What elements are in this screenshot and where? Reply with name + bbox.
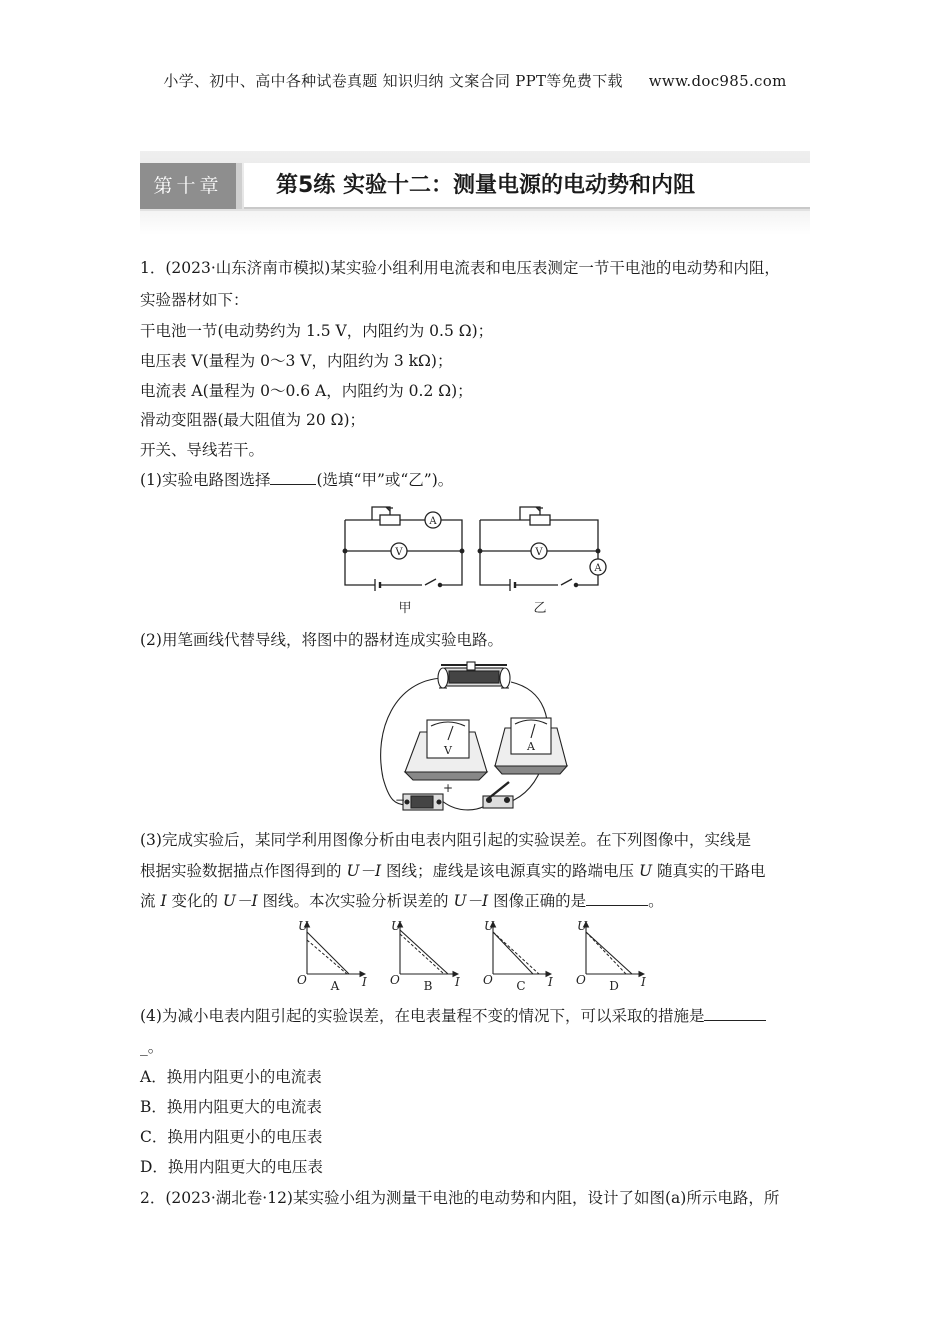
graph-option-label: A [330, 979, 340, 993]
switch-icon [483, 782, 513, 808]
solid-line [586, 932, 632, 974]
choice-a[interactable]: A．换用内阻更小的电流表 [140, 1068, 322, 1086]
watermark-text: 小学、初中、高中各种试卷真题 知识归纳 文案合同 PPT等免费下载 [163, 72, 623, 90]
q1-part1: (1)实验电路图选择 (选填“甲”或“乙”)。 [140, 471, 454, 489]
q1-material-4: 滑动变阻器(最大阻值为 20 Ω)； [140, 411, 366, 429]
y-axis-label: U [484, 919, 495, 933]
dashed-line [400, 934, 444, 974]
battery-minus-sign: − [395, 793, 406, 807]
watermark-url[interactable]: www.doc985.com [648, 72, 787, 90]
x-axis-label: I [455, 975, 460, 989]
x-axis-label: I [362, 975, 367, 989]
chapter-banner [140, 151, 810, 213]
ammeter-face-label: A [527, 740, 535, 753]
y-axis-label: U [391, 919, 402, 933]
origin-label: O [576, 973, 586, 987]
graph-option-label: B [423, 979, 433, 993]
y-axis-label: U [298, 919, 309, 933]
voltmeter-label-yi: V [535, 547, 543, 558]
q1-part4-line2: _。 [140, 1038, 164, 1056]
q1-material-5: 开关、导线若干。 [140, 441, 265, 459]
y-axis-label: U [577, 919, 588, 933]
voltmeter-face-label: V [444, 744, 452, 757]
choice-b[interactable]: B．换用内阻更大的电流表 [140, 1098, 322, 1116]
voltmeter-label-jia: V [395, 547, 403, 558]
solid-line [493, 932, 533, 974]
answer-blank-4[interactable] [704, 1006, 766, 1021]
origin-label: O [390, 973, 400, 987]
watermark [0, 70, 950, 91]
dashed-line [307, 940, 347, 974]
circuit-label-jia: 甲 [398, 601, 412, 616]
circuit-diagrams [330, 500, 620, 620]
rheostat-icon [438, 662, 510, 688]
q1-material-2: 电压表 V(量程为 0～3 V，内阻约为 3 kΩ)； [140, 352, 453, 370]
x-axis-label: I [641, 975, 646, 989]
solid-line [307, 932, 349, 974]
graph-c [483, 919, 553, 993]
q1-stem-line2: 实验器材如下： [140, 291, 249, 309]
q2-stem-line1: 2．(2023·湖北卷·12)某实验小组为测量干电池的电动势和内阻，设计了如图(a)所示电路，所 [140, 1189, 780, 1207]
graph-d [576, 919, 646, 993]
origin-label: O [297, 973, 307, 987]
circuit-label-yi: 乙 [533, 601, 547, 616]
q1-part4-line1: (4)为减小电表内阻引起的实验误差，在电表量程不变的情况下，可以采取的措施是 [140, 1006, 766, 1026]
dashed-line [493, 932, 539, 974]
battery-plus-sign: + [443, 781, 454, 795]
graph-a [297, 919, 367, 993]
answer-blank-3[interactable] [586, 891, 648, 906]
ui-graphs [295, 918, 665, 994]
equipment-drawing [375, 660, 575, 820]
page-title: 第5练 实验十二：测量电源的电动势和内阻 [244, 163, 810, 209]
q1-stem-line1: 1．(2023·山东济南市模拟)某实验小组利用电流表和电压表测定一节干电池的电动势和内阻， [140, 259, 780, 277]
q1-material-1: 干电池一节(电动势约为 1.5 V，内阻约为 0.5 Ω)； [140, 322, 494, 340]
choice-c[interactable]: C．换用内阻更小的电压表 [140, 1128, 323, 1146]
graph-b [390, 919, 460, 993]
origin-label: O [483, 973, 493, 987]
q1-part3-line2: 根据实验数据描点作图得到的 U－I 图线；虚线是该电源真实的路端电压 U 随真实的干路电 [140, 862, 766, 880]
ammeter-label-jia: A [429, 516, 437, 527]
graph-option-label: D [609, 979, 619, 993]
circuit-jia [343, 507, 464, 591]
solid-line [400, 930, 448, 974]
q1-part2: (2)用笔画线代替导线，将图中的器材连成实验电路。 [140, 631, 503, 649]
graph-option-label: C [516, 979, 526, 993]
dashed-line [586, 932, 626, 974]
q1-part3-line3: 流 I 变化的 U－I 图线。本次实验分析误差的 U－I 图像正确的是 。 [140, 892, 664, 910]
ammeter-label-yi: A [594, 563, 602, 574]
answer-blank-1[interactable] [270, 470, 316, 485]
q1-part3-line1: (3)完成实验后，某同学利用图像分析由电表内阻引起的实验误差。在下列图像中，实线是 [140, 831, 751, 849]
x-axis-label: I [548, 975, 553, 989]
q1-material-3: 电流表 A(量程为 0～0.6 A，内阻约为 0.2 Ω)； [140, 382, 473, 400]
battery-icon [403, 794, 443, 810]
choice-d[interactable]: D．换用内阻更大的电压表 [140, 1158, 323, 1176]
chapter-label: 第十章 [140, 163, 236, 209]
